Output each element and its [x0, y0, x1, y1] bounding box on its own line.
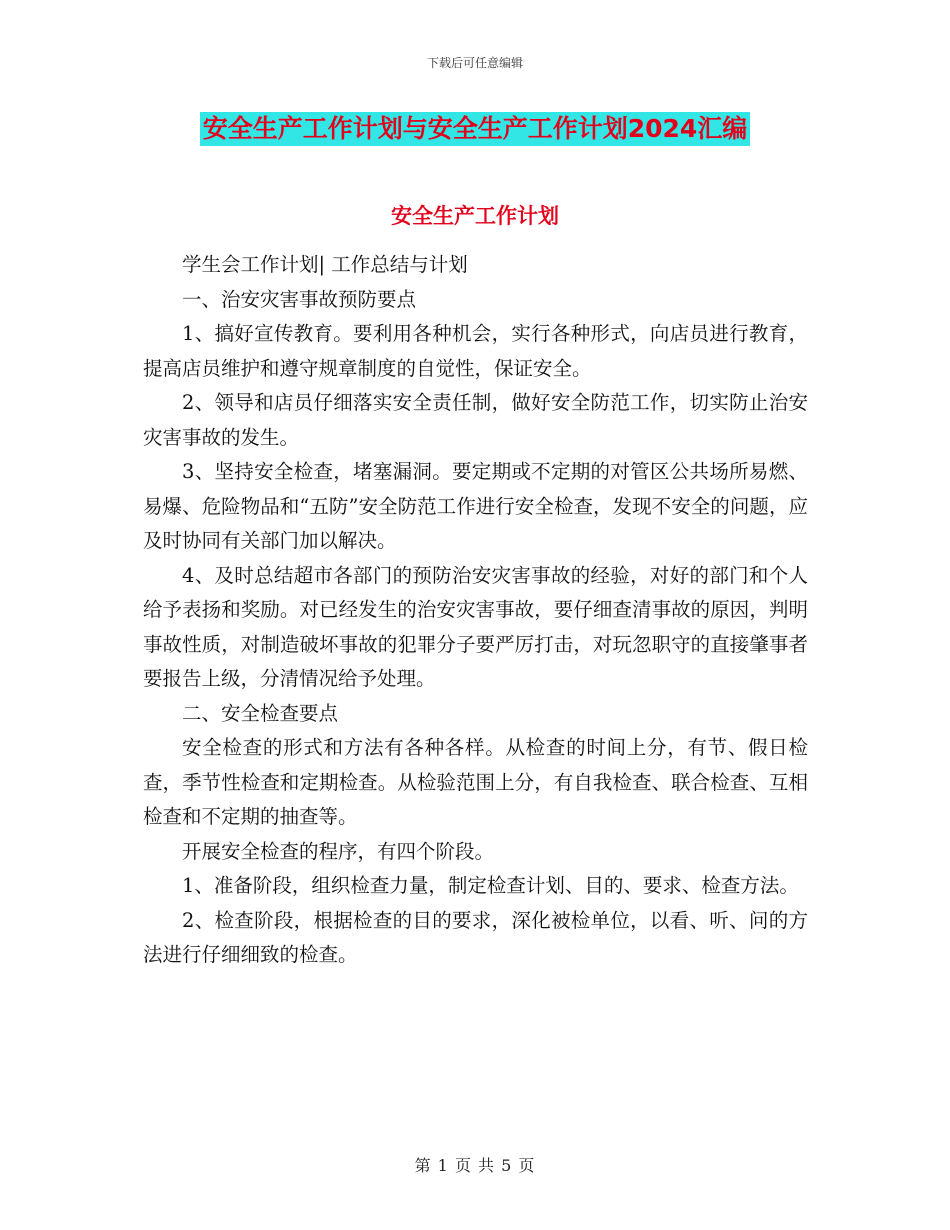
paragraph: 3、坚持安全检查，堵塞漏洞。要定期或不定期的对管区公共场所易燃、易爆、危险物品和“五防”安全防范工作进行安全检查，发现不安全的问题，应及时协同有关部门加以解决。 — [143, 460, 808, 552]
main-title-container — [0, 112, 950, 146]
paragraph: 学生会工作计划| 工作总结与计划 — [182, 253, 468, 276]
paragraph: 2、检查阶段，根据检查的目的要求，深化被检单位，以看、听、问的方法进行仔细细致的检查。 — [143, 908, 808, 966]
paragraph: 4、及时总结超市各部门的预防治安灾害事故的经验，对好的部门和个人给予表扬和奖励。对已经发生的治安灾害事故，要仔细查清事故的原因，判明事故性质，对制造破坏事故的犯罪分子要严厉打击，对玩忽职守的直接肇事者要报告上级，分清情况给予处理。 — [143, 563, 808, 690]
paragraph: 安全检查的形式和方法有各种各样。从检查的时间上分，有节、假日检查，季节性检查和定期检查。从检验范围上分，有自我检查、联合检查、互相检查和不定期的抽查等。 — [143, 736, 808, 828]
document-body — [143, 248, 808, 973]
section-heading: 二、安全检查要点 — [182, 701, 339, 725]
paragraph: 1、搞好宣传教育。要利用各种机会，实行各种形式，向店员进行教育，提高店员维护和遵守规章制度的自觉性，保证安全。 — [143, 322, 808, 380]
paragraph: 开展安全检查的程序，有四个阶段。 — [182, 839, 495, 863]
header-note: 下载后可任意编辑 — [426, 56, 523, 70]
paragraph: 2、领导和店员仔细落实安全责任制，做好安全防范工作，切实防止治安灾害事故的发生。 — [143, 391, 808, 449]
paragraph: 1、准备阶段，组织检查力量，制定检查计划、目的、要求、检查方法。 — [182, 874, 799, 897]
section-title: 安全生产工作计划 — [391, 204, 559, 228]
page-number: 第 1 页 共 5 页 — [414, 1156, 536, 1175]
section-heading: 一、治安灾害事故预防要点 — [182, 287, 417, 311]
document-title: 安全生产工作计划与安全生产工作计划2024汇编 — [200, 112, 751, 146]
